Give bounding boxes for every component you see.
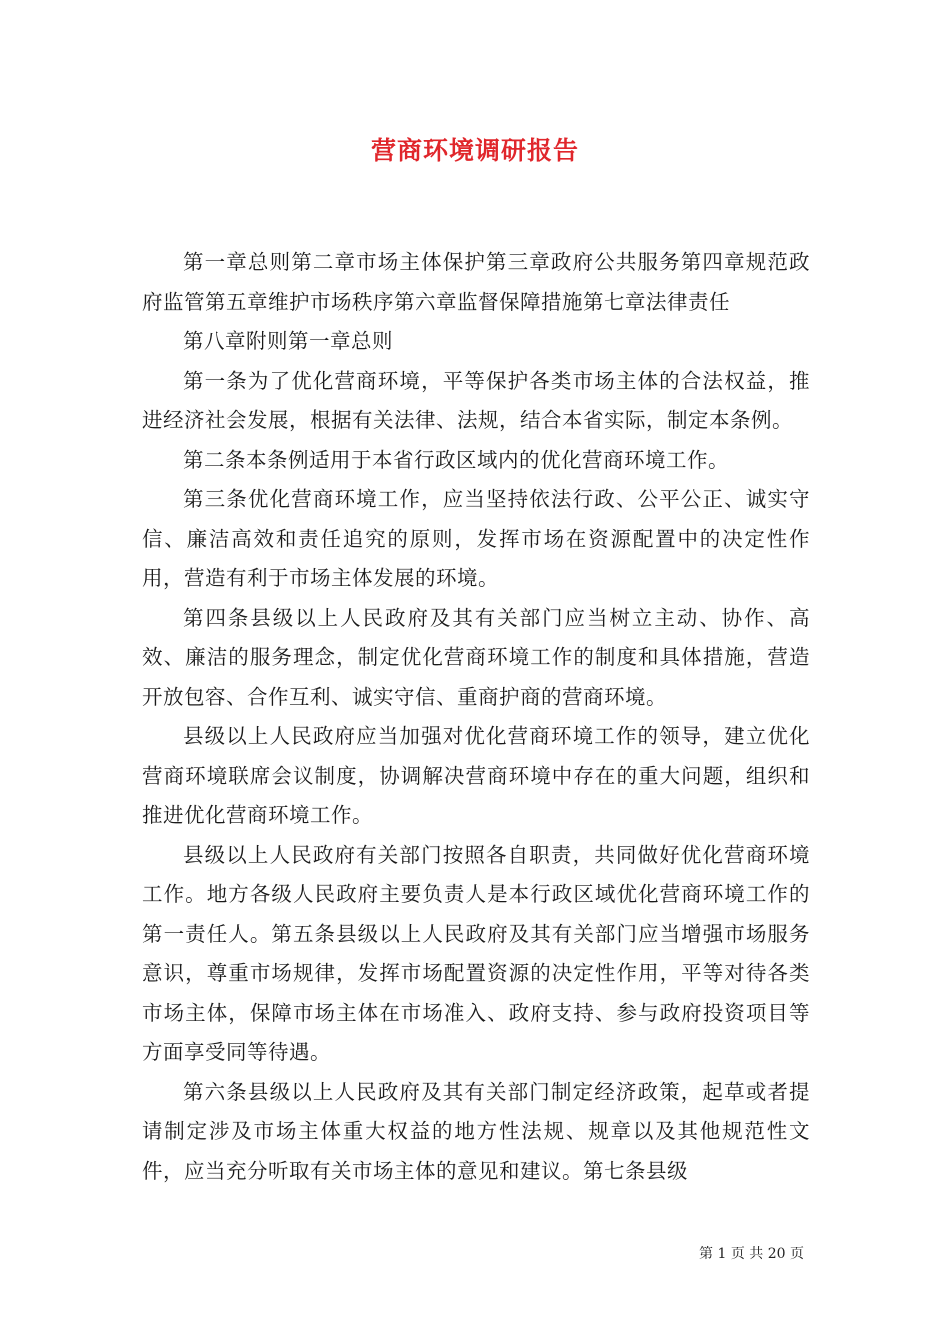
- paragraph-article-1: 第一条为了优化营商环境，平等保护各类市场主体的合法权益，推进经济社会发展，根据有关法律、法规，结合本省实际，制定本条例。: [142, 368, 810, 432]
- paragraph-article-3: 第三条优化营商环境工作，应当坚持依法行政、公平公正、诚实守信、廉洁高效和责任追究的原则，发挥市场在资源配置中的决定性作用，营造有利于市场主体发展的环境。: [142, 487, 810, 590]
- paragraph-article-6: 第六条县级以上人民政府及其有关部门制定经济政策，起草或者提请制定涉及市场主体重大权益的地方性法规、规章以及其他规范性文件，应当充分听取有关市场主体的意见和建议。第七条县级: [142, 1079, 810, 1183]
- paragraph-chapter-list: 第一章总则第二章市场主体保护第三章政府公共服务第四章规范政府监管第五章维护市场秩序第六章监督保障措施第七章法律责任: [142, 250, 810, 314]
- paragraph-chapter-eight: 第八章附则第一章总则: [183, 329, 393, 353]
- paragraph-article-4: 第四条县级以上人民政府及其有关部门应当树立主动、协作、高效、廉洁的服务理念，制定优化营商环境工作的制度和具体措施，营造开放包容、合作互利、诚实守信、重商护商的营商环境。: [142, 605, 810, 709]
- paragraph-article-5: 县级以上人民政府有关部门按照各自职责，共同做好优化营商环境工作。地方各级人民政府主要负责人是本行政区域优化营商环境工作的第一责任人。第五条县级以上人民政府及其有关部门应当增强市场服务意识，尊重市场规律，发挥市场配置资源的决定性作用，平等对待各类市场主体，保障市场主体在市场准入、政府支持、参与政府投资项目等方面享受同等待遇。: [142, 842, 810, 1064]
- paragraph-article-2: 第二条本条例适用于本省行政区域内的优化营商环境工作。: [183, 447, 729, 472]
- document-body: [142, 243, 810, 1191]
- paragraph-article-4-leadership: 县级以上人民政府应当加强对优化营商环境工作的领导，建立优化营商环境联席会议制度，协调解决营商环境中存在的重大问题，组织和推进优化营商环境工作。: [142, 724, 810, 827]
- document-title: 营商环境调研报告: [370, 136, 579, 165]
- page-number: 第 1 页 共 20 页: [699, 1246, 804, 1262]
